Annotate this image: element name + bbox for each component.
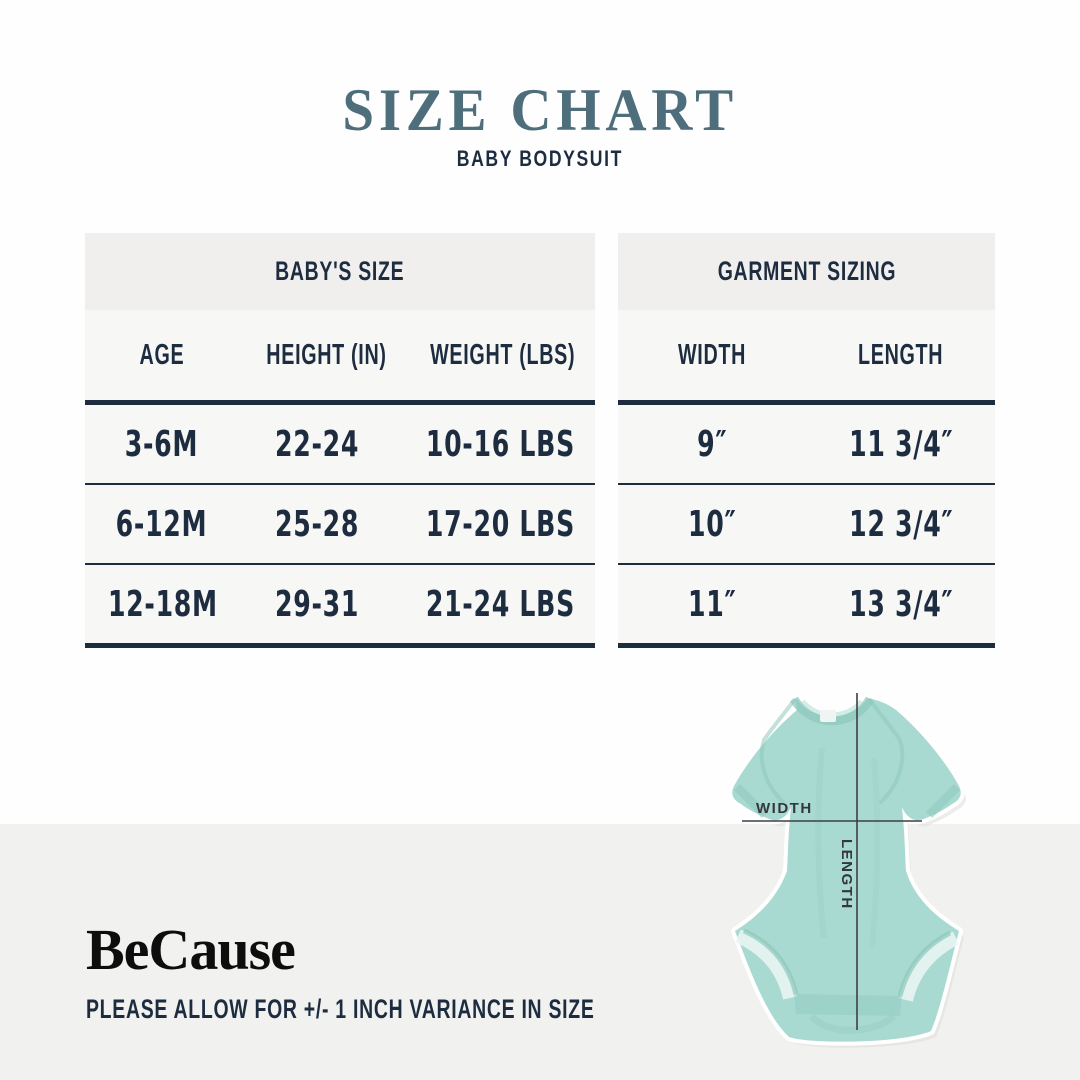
- table-row: [85, 485, 595, 563]
- column-header-age: AGE: [139, 338, 184, 371]
- table-row: [618, 405, 995, 483]
- baby-size-table-header-row: [85, 310, 595, 400]
- garment-sizing-table-title: GARMENT SIZING: [618, 233, 995, 310]
- cell-width-1: 9″: [697, 423, 728, 465]
- cell-age-3: 12-18M: [107, 583, 218, 625]
- cell-age-2: 6-12M: [115, 503, 208, 545]
- brand-logo: BeCause: [86, 917, 295, 982]
- garment-sizing-table: [618, 233, 995, 648]
- column-header-height: HEIGHT (IN): [266, 338, 387, 371]
- column-header-length: LENGTH: [858, 338, 944, 371]
- table-row: [618, 565, 995, 643]
- cell-weight-1: 10-16 LBS: [425, 423, 576, 465]
- cell-height-1: 22-24: [274, 423, 360, 465]
- column-header-weight: WEIGHT (LBS): [430, 338, 576, 371]
- cell-width-3: 11″: [688, 583, 737, 625]
- cell-length-3: 13 3/4″: [848, 583, 953, 625]
- garment-sizing-header-row: [618, 310, 995, 400]
- table-rule-bottom: [85, 643, 595, 648]
- cell-weight-2: 17-20 LBS: [425, 503, 576, 545]
- baby-size-table: [85, 233, 595, 648]
- cell-length-2: 12 3/4″: [848, 503, 953, 545]
- length-label: LENGTH: [838, 839, 855, 910]
- neck-tag: [820, 710, 836, 722]
- table-row: [85, 565, 595, 643]
- size-variance-note: PLEASE ALLOW FOR +/- 1 INCH VARIANCE IN SIZE: [86, 994, 595, 1024]
- bodysuit-graphic: [672, 686, 984, 1054]
- cell-height-2: 25-28: [274, 503, 360, 545]
- cell-weight-3: 21-24 LBS: [425, 583, 576, 625]
- cell-length-1: 11 3/4″: [848, 423, 953, 465]
- width-label: WIDTH: [756, 800, 813, 817]
- table-row: [618, 485, 995, 563]
- page-subtitle: BABY BODYSUIT: [456, 146, 624, 171]
- cell-age-1: 3-6M: [124, 423, 199, 465]
- bodysuit-figure: [672, 686, 984, 1054]
- crotch-band: [794, 994, 902, 1016]
- cell-width-2: 10″: [688, 503, 737, 545]
- table-row: [85, 405, 595, 483]
- baby-size-table-title: BABY'S SIZE: [85, 233, 595, 310]
- table-rule-bottom: [618, 643, 995, 648]
- cell-height-3: 29-31: [274, 583, 360, 625]
- page-title: SIZE CHART: [342, 77, 738, 143]
- column-header-width: WIDTH: [678, 338, 747, 371]
